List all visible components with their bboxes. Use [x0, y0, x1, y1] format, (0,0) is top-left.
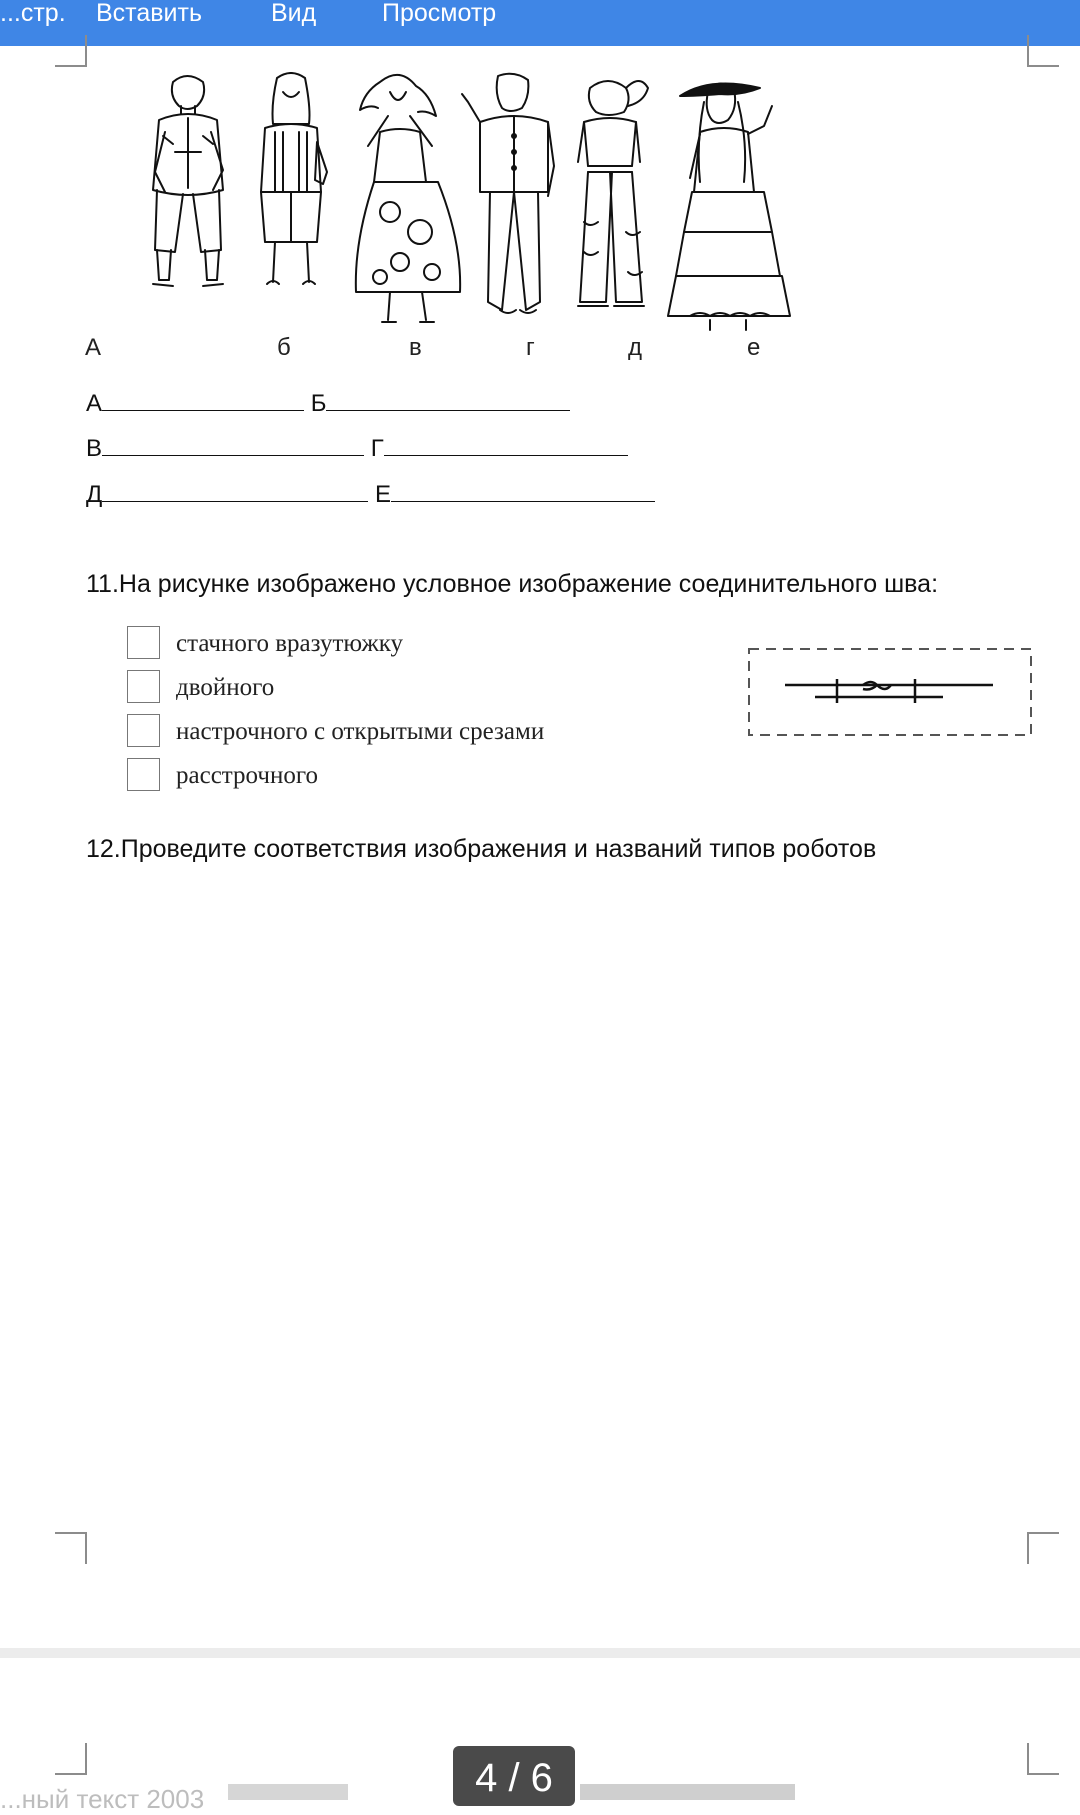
- figure-e: [668, 83, 790, 330]
- answer-letter: Б: [310, 390, 327, 417]
- question-11: 11.На рисунке изображено условное изображение соединительного шва:: [86, 570, 939, 598]
- option-checkbox[interactable]: [127, 758, 160, 791]
- menu-item-preview[interactable]: Просмотр: [382, 0, 497, 27]
- fashion-figures-illustration: [125, 72, 805, 332]
- option-label: двойного: [176, 674, 275, 701]
- page-corner-mark: [55, 1743, 87, 1775]
- option-checkbox[interactable]: [127, 714, 160, 747]
- answer-letter: Е: [374, 481, 391, 508]
- answer-letter: В: [86, 435, 103, 462]
- answer-blank[interactable]: [102, 481, 368, 502]
- answer-letter: А: [86, 390, 103, 417]
- answer-blank[interactable]: [391, 481, 655, 502]
- figure-g: [462, 74, 554, 313]
- page-corner-mark: [55, 35, 87, 67]
- page-corner-mark: [1027, 1743, 1059, 1775]
- figure-b: [261, 73, 327, 284]
- page-indicator: 4 / 6: [453, 1746, 575, 1806]
- answer-letter: Д: [86, 481, 103, 508]
- page-corner-mark: [1027, 35, 1059, 67]
- answer-line-1: [86, 390, 570, 418]
- answer-letter: Г: [370, 435, 384, 462]
- question-12: 12.Проведите соответствия изображения и названий типов роботов: [86, 835, 877, 863]
- figure-label-e: е: [747, 334, 761, 361]
- page-corner-mark: [55, 1532, 87, 1564]
- figure-a: [153, 76, 223, 286]
- option-checkbox[interactable]: [127, 670, 160, 703]
- answer-line-2: [86, 435, 628, 463]
- option-label: стачного вразутюжку: [176, 630, 404, 657]
- figure-label-v: в: [409, 334, 422, 361]
- answer-blank[interactable]: [384, 435, 628, 456]
- figure-v: [356, 75, 460, 322]
- figure-label-a: А: [85, 334, 102, 361]
- answer-line-3: [86, 481, 655, 509]
- page-corner-mark: [1027, 1532, 1059, 1564]
- figure-label-g: г: [526, 334, 535, 361]
- next-page-text: ...ный текст 2003: [0, 1784, 205, 1814]
- figure-d: [578, 81, 648, 306]
- answer-blank[interactable]: [102, 435, 364, 456]
- option-label: расстрочного: [176, 762, 318, 789]
- page-separator: [0, 1648, 1080, 1658]
- page-thumbnail[interactable]: [228, 1784, 348, 1800]
- option-label: настрочного с открытыми срезами: [176, 718, 545, 745]
- seam-symbol-diagram: [745, 645, 1035, 740]
- option-checkbox[interactable]: [127, 626, 160, 659]
- page-thumbnail[interactable]: [580, 1784, 795, 1800]
- answer-blank[interactable]: [102, 390, 304, 411]
- menu-item-page[interactable]: ...стр.: [0, 0, 66, 27]
- answer-blank[interactable]: [326, 390, 570, 411]
- figure-label-d: д: [628, 334, 643, 361]
- menu-item-view[interactable]: Вид: [271, 0, 317, 27]
- figure-label-b: б: [277, 334, 291, 361]
- top-menu-bar: [0, 0, 1080, 46]
- menu-item-insert[interactable]: Вставить: [96, 0, 202, 27]
